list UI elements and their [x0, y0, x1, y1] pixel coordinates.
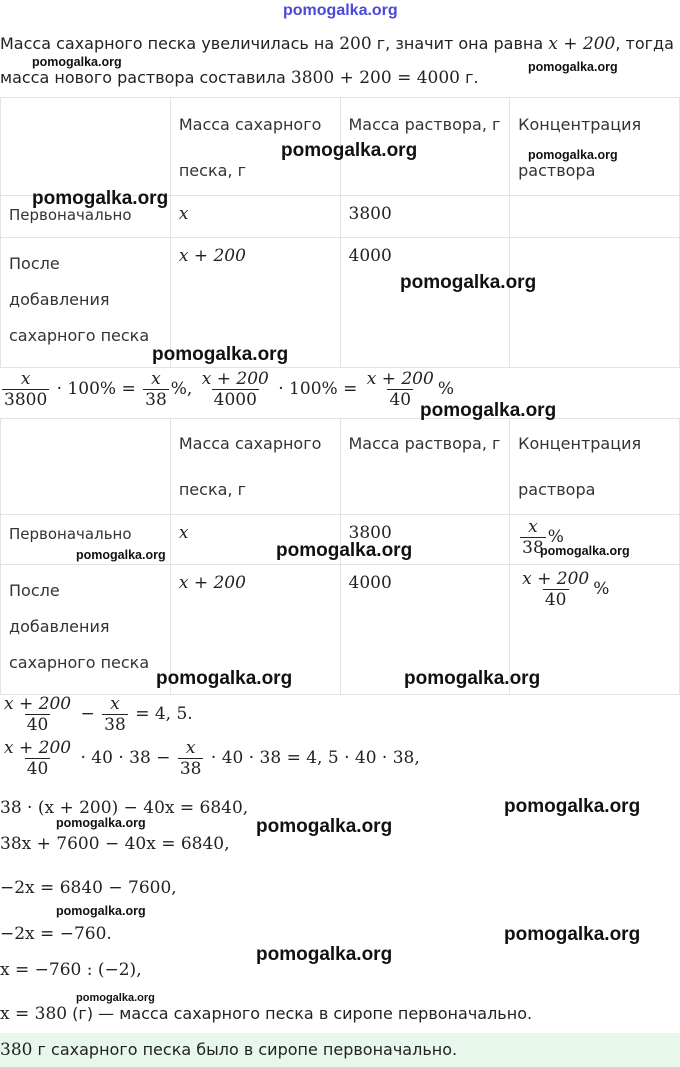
table-row [1, 565, 680, 695]
answer-text: г сахарного песка было в сиропе первоначально. [32, 1040, 458, 1059]
row-label: Первоначально [1, 515, 171, 565]
watermark: pomogalka.org [281, 140, 418, 161]
cell-solution: 4000 [340, 238, 510, 368]
intro-line-1: Масса сахарного песка увеличилась на 200 г, значит она равна x + 200, тогда [0, 34, 674, 54]
equation-8: x = 380 (г) — масса сахарного песка в сиропе первоначально. [0, 1004, 533, 1024]
cell-mass: x [170, 515, 340, 565]
equation-3: 38 · (x + 200) − 40x = 6840, [0, 798, 249, 818]
watermark: pomogalka.org [528, 148, 618, 162]
watermark: pomogalka.org [76, 992, 155, 1004]
header-cell-concentration: Концентрация раствора [510, 419, 680, 515]
cell-mass: x [170, 196, 340, 238]
watermark: pomogalka.org [540, 544, 630, 558]
equation-6: −2x = −760. [0, 924, 112, 944]
cell-concentration [510, 238, 680, 368]
watermark: pomogalka.org [420, 400, 557, 421]
header-cell-solution: Масса раствора, г [340, 98, 510, 196]
cell-solution: 3800 [340, 515, 510, 565]
table-2-header [1, 419, 680, 515]
equation-2: $\frac{x + 200}{40}$ · 40 · 38 − $\frac{x}{38}$ · 40 · 38 = 4, 5 · 40 · 38, [4, 738, 420, 779]
cell-mass: x + 200 [170, 238, 340, 368]
watermark: pomogalka.org [32, 188, 169, 209]
watermark: pomogalka.org [528, 60, 618, 74]
header-cell-mass: Масса сахарного песка, г [170, 98, 340, 196]
equation-1: $\frac{x + 200}{40}$ − $\frac{x}{38}$ = 4, 5. [4, 694, 193, 735]
watermark: pomogalka.org [156, 668, 293, 689]
row-label: После добавления сахарного песка [1, 238, 171, 368]
cell-concentration: $\frac{x}{38}$ % [510, 515, 680, 565]
row-label: После добавления сахарного песка [1, 565, 171, 695]
watermark: pomogalka.org [256, 816, 393, 837]
cell-solution: 3800 [340, 196, 510, 238]
formula-concentration: $\frac{x}{3800}$ · 100% = $\frac{x}{38}$ %, $\frac{x + 200}{4000}$ · 100% = $\frac{x + 200}{40}$ % [4, 369, 454, 410]
watermark: pomogalka.org [504, 796, 641, 817]
header-cell-empty [1, 419, 171, 515]
header-cell-concentration: Концентрация раствора [510, 98, 680, 196]
equation-5: −2x = 6840 − 7600, [0, 878, 177, 898]
table-row [1, 238, 680, 368]
equation-7: x = −760 : (−2), [0, 960, 142, 980]
cell-mass: x + 200 [170, 565, 340, 695]
cell-concentration: $\frac{x + 200}{40}$ % [510, 565, 680, 695]
watermark: pomogalka.org [256, 944, 393, 965]
row-label: Первоначально [1, 196, 171, 238]
watermark: pomogalka.org [56, 904, 146, 918]
header-cell-solution: Масса раствора, г [340, 419, 510, 515]
watermark: pomogalka.org [76, 548, 166, 562]
watermark: pomogalka.org [504, 924, 641, 945]
table-1 [0, 97, 680, 368]
watermark: pomogalka.org [276, 540, 413, 561]
watermark: pomogalka.org [152, 344, 289, 365]
watermark: pomogalka.org [32, 55, 122, 69]
watermark: pomogalka.org [400, 272, 537, 293]
header-cell-mass: Масса сахарного песка, г [170, 419, 340, 515]
answer-banner [0, 1033, 680, 1067]
cell-solution: 4000 [340, 565, 510, 695]
equation-4: 38x + 7600 − 40x = 6840, [0, 834, 230, 854]
intro-line-2: масса нового раствора составила 3800 + 200 = 4000 г. [0, 68, 479, 88]
watermark: pomogalka.org [283, 2, 398, 19]
watermark: pomogalka.org [56, 816, 146, 830]
watermark: pomogalka.org [404, 668, 541, 689]
cell-concentration [510, 196, 680, 238]
header-cell-empty [1, 98, 171, 196]
answer-number: 380 [0, 1040, 33, 1060]
